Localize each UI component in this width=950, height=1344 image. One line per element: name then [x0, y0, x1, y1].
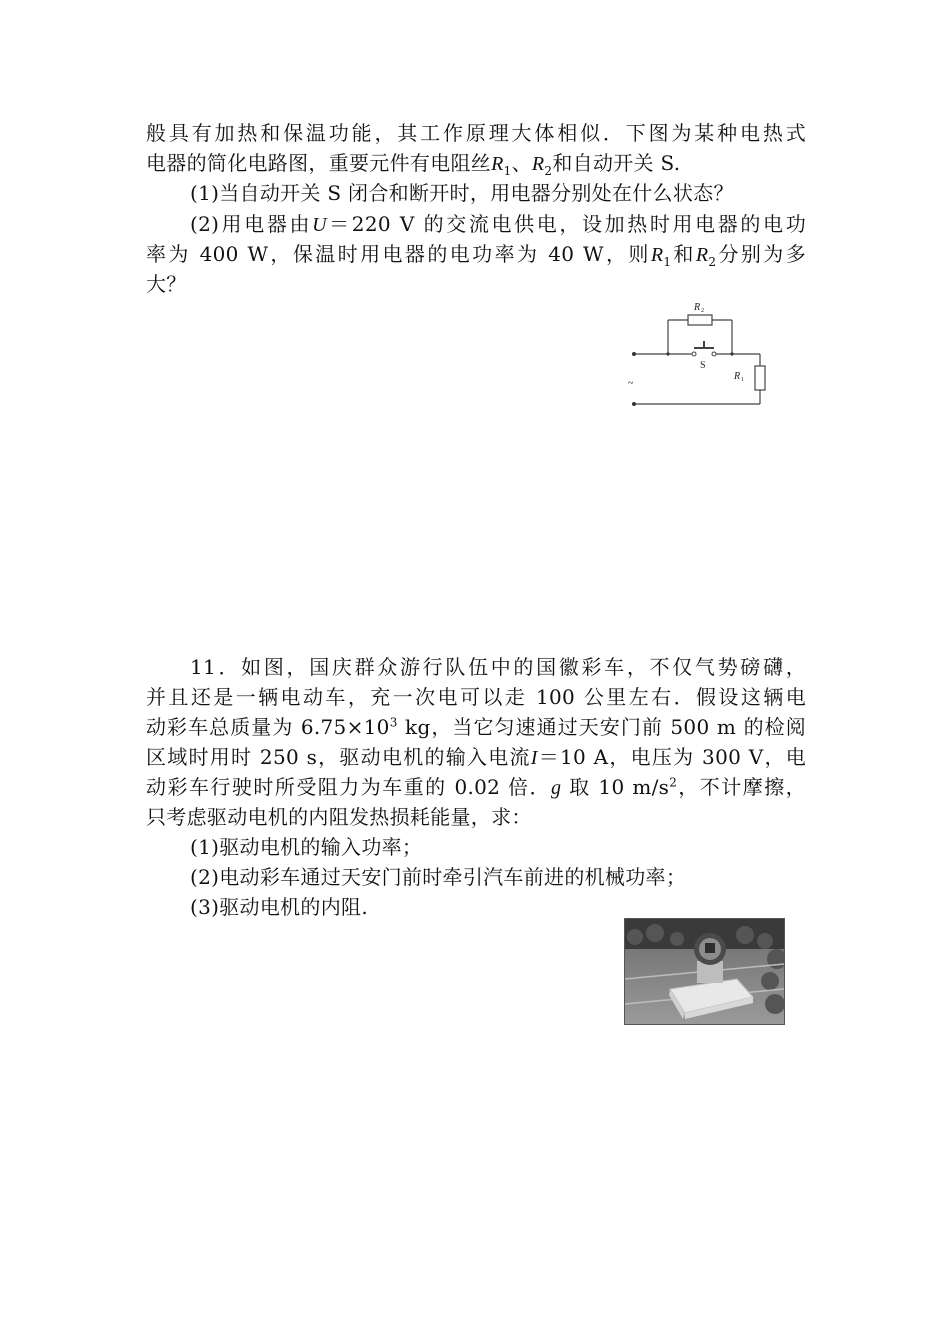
junction	[666, 352, 669, 355]
sub-2: 2	[708, 255, 717, 269]
text: 和自动开关 S.	[552, 151, 681, 175]
r2-label: R	[694, 302, 701, 313]
resistor-r1	[755, 366, 765, 390]
terminal	[632, 402, 636, 406]
p10-line-2	[146, 148, 806, 179]
junction	[730, 352, 733, 355]
switch-contact	[692, 352, 696, 356]
p11-line-1: 11．如图，国庆群众游行队伍中的国徽彩车，不仅气势磅礴，	[190, 655, 806, 679]
p11-question-3: (3)驱动电机的内阻.	[190, 895, 368, 919]
p11-line-6: 只考虑驱动电机的内阻发热损耗能量，求：	[146, 805, 532, 829]
switch-contact	[712, 352, 716, 356]
sup-2: 2	[669, 775, 678, 790]
source-label: ~	[628, 378, 634, 389]
r1-sub: 1	[741, 377, 744, 383]
r2-sub: 2	[701, 308, 704, 314]
var-r: R	[650, 244, 664, 266]
sub-1: 1	[663, 255, 672, 269]
parade-float-photo	[624, 918, 785, 1025]
text: 动彩车行驶时所受阻力为车重的 0.02 倍．	[146, 775, 551, 799]
var-g: g	[550, 777, 562, 799]
sub-1: 1	[503, 164, 512, 178]
p11-line-4	[146, 742, 806, 773]
p10-question-2-end: 大？	[146, 272, 187, 296]
text: ，不计摩擦，	[677, 775, 806, 799]
text: 电器的简化电路图，重要元件有电阻丝	[146, 151, 492, 175]
p11-question-2: (2)电动彩车通过天安门前时牵引汽车前进的机械功率；	[190, 865, 687, 889]
p10-question-1: (1)当自动开关 S 闭合和断开时，用电器分别处在什么状态？	[190, 181, 734, 205]
text: 和	[671, 242, 696, 266]
terminal	[632, 352, 636, 356]
var-u: U	[312, 214, 327, 236]
text: kg，当它匀速通过天安门前 500 m 的检阅	[397, 715, 806, 739]
circuit-diagram	[620, 296, 780, 411]
var-r: R	[531, 153, 545, 175]
sep: 、	[511, 151, 532, 175]
p10-line-1: 般具有加热和保温功能，其工作原理大体相似．下图为某种电热式	[146, 121, 806, 145]
p11-line-5	[146, 772, 806, 803]
resistor-r2	[688, 315, 712, 325]
var-r: R	[491, 153, 504, 175]
p10-question-2-cont	[146, 239, 806, 270]
switch-label: S	[700, 360, 706, 371]
text: 动彩车总质量为 6.75×10	[146, 715, 390, 739]
p10-question-2	[190, 209, 806, 240]
var-r: R	[695, 244, 709, 266]
text: 取 10 m/s	[561, 775, 670, 799]
sub-2: 2	[544, 164, 553, 178]
text: ＝10 A，电压为 300 V，电	[537, 745, 807, 769]
text: 分别为多	[716, 242, 806, 266]
p11-line-3	[146, 712, 806, 742]
text: 率为 400 W，保温时用电器的电功率为 40 W，则	[146, 242, 651, 266]
p11-line-2: 并且还是一辆电动车，充一次电可以走 100 公里左右．假设这辆电	[146, 685, 806, 709]
text: 区域时用时 250 s，驱动电机的输入电流	[146, 745, 531, 769]
text: (2)用电器由	[190, 212, 313, 236]
p11-question-1: (1)驱动电机的输入功率；	[190, 835, 423, 859]
r1-label: R	[734, 371, 741, 382]
sup-3: 3	[389, 715, 398, 730]
text: ＝220 V 的交流电供电，设加热时用电器的电功	[326, 212, 806, 236]
var-i: I	[530, 747, 538, 769]
